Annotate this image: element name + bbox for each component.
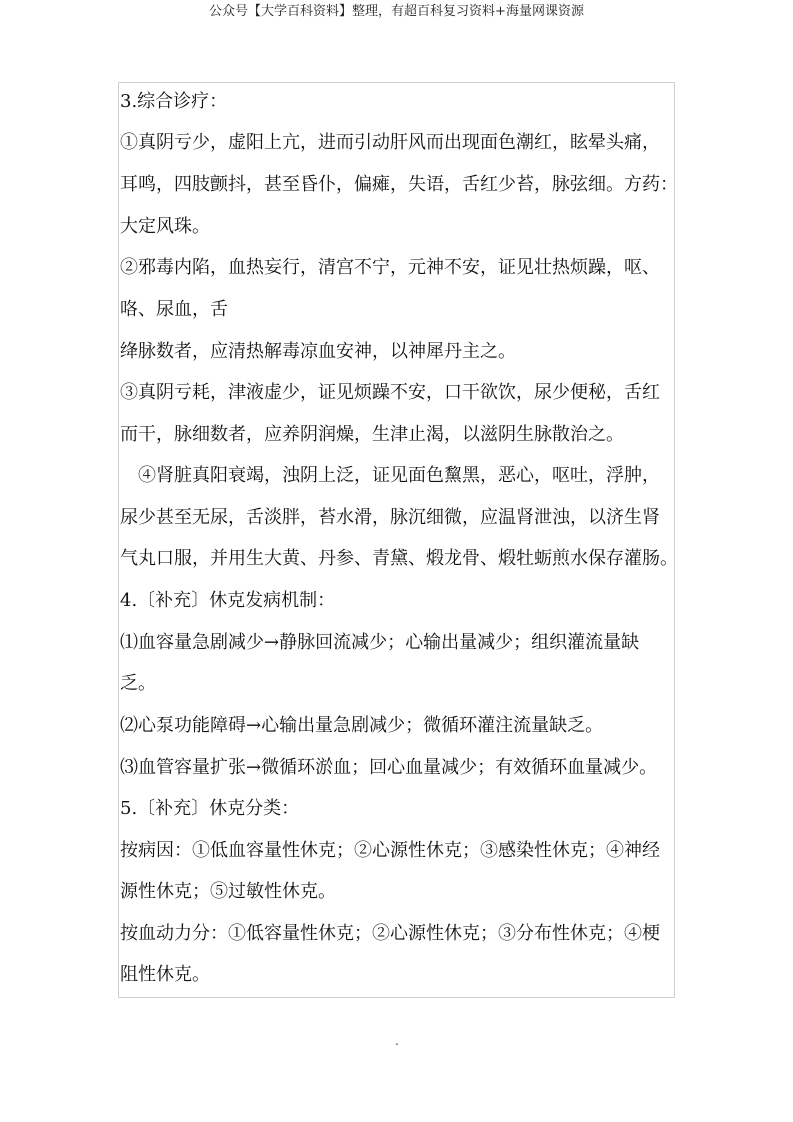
section-5-heading: 5.〔补充〕休克分类： [120, 798, 300, 819]
text-line: ④肾脏真阳衰竭，浊阴上泛，证见面色黧黑，恶心，呕吐，浮肿， [138, 465, 660, 486]
text-line: ②邪毒内陷，血热妄行，清宫不宁，元神不安，证见壮热烦躁，呕、 [120, 257, 660, 278]
text-line: 咯、尿血，舌 [120, 299, 228, 320]
text-line: 阻性休克。 [120, 964, 210, 985]
text-line: 尿少甚至无尿，舌淡胖，苔水滑，脉沉细微，应温肾泄浊，以济生肾 [120, 507, 660, 528]
page-header: 公众号【大学百科资料】整理，有超百科复习资料+海量网课资源 [209, 4, 584, 19]
text-line: 耳鸣，四肢颤抖，甚至昏仆，偏瘫，失语，舌红少苔，脉弦细。方药： [120, 174, 678, 195]
text-line: ①真阴亏少，虚阳上亢，进而引动肝风而出现面色潮红，眩晕头痛， [120, 132, 660, 153]
text-line: 按病因：①低血容量性休克；②心源性休克；③感染性休克；④神经 [120, 840, 660, 861]
text-line: ⑵心泵功能障碍→心输出量急剧减少；微循环灌注流量缺乏。 [120, 715, 604, 736]
text-line: 源性休克；⑤过敏性休克。 [120, 881, 336, 902]
text-line: ⑶血管容量扩张→微循环淤血；回心血量减少；有效循环血量减少。 [120, 757, 658, 778]
text-line: ⑴血容量急剧减少→静脉回流减少；心输出量减少；组织灌流量缺 [120, 632, 640, 653]
text-line: 绛脉数者，应清热解毒凉血安神，以神犀丹主之。 [120, 341, 516, 362]
section-4-heading: 4.〔补充〕休克发病机制： [120, 590, 336, 611]
text-line: 按血动力分：①低容量性休克；②心源性休克；③分布性休克；④梗 [120, 923, 660, 944]
text-line: 而干，脉细数者，应养阴润燥，生津止渴，以滋阴生脉散治之。 [120, 424, 624, 445]
text-line: ③真阴亏耗，津液虚少，证见烦躁不安，口干欲饮，尿少便秘，舌红 [120, 382, 660, 403]
text-line: 大定风珠。 [120, 216, 210, 237]
text-line: 乏。 [120, 673, 156, 694]
footer-mark: . [395, 1034, 399, 1048]
text-line: 气丸口服，并用生大黄、丹参、青黛、煅龙骨、煅牡蛎煎水保存灌肠。 [120, 548, 678, 569]
section-3-heading: 3.综合诊疗： [120, 91, 228, 112]
